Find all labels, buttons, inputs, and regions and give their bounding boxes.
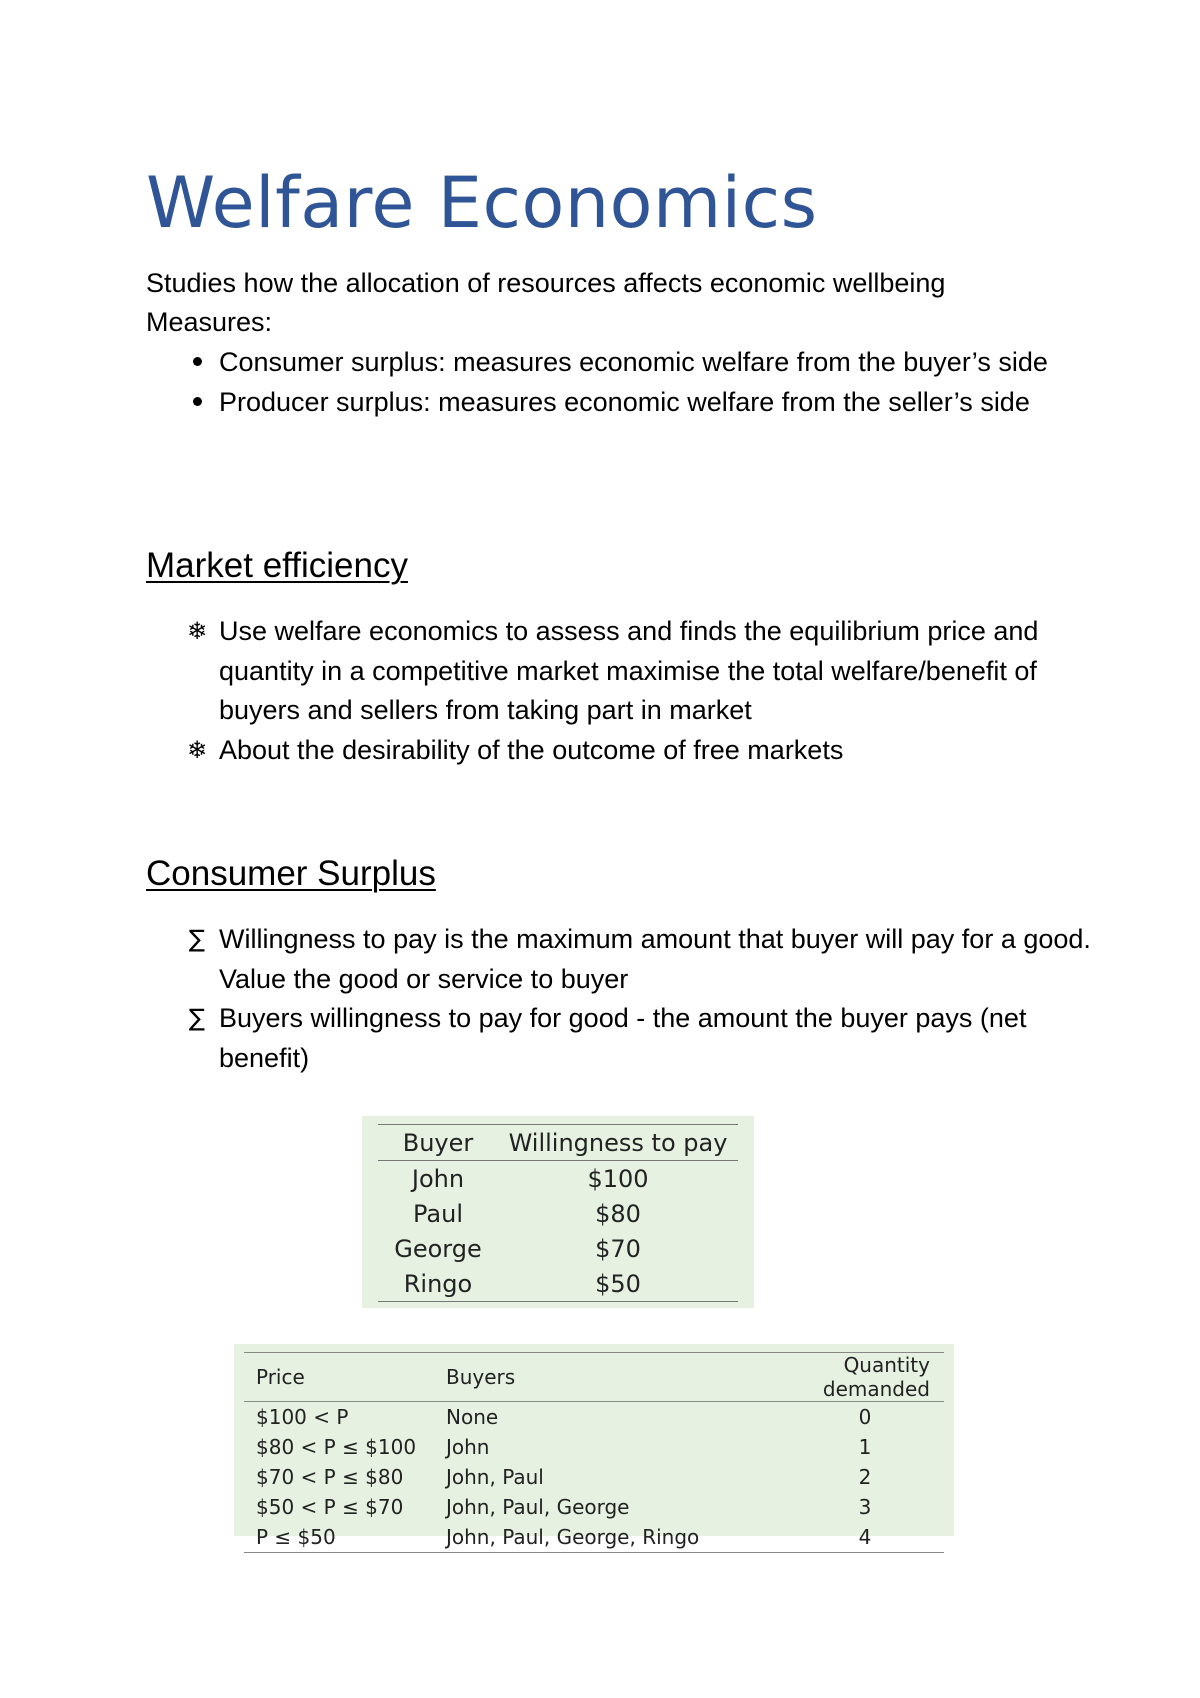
table-cell: None — [446, 1405, 499, 1429]
intro-text: Studies how the allocation of resources affects economic wellbeing — [146, 268, 946, 298]
column-header: Quantity demanded — [822, 1353, 930, 1401]
table-cell: $100 — [587, 1164, 649, 1193]
table-cell: John — [446, 1435, 490, 1459]
snowflake-icon: ❄ — [186, 735, 208, 764]
table-cell: Paul — [413, 1199, 463, 1228]
table-row — [378, 1231, 738, 1266]
table-cell: $80 — [595, 1199, 641, 1228]
measures-list — [146, 343, 1109, 422]
column-header: Willingness to pay — [508, 1128, 728, 1157]
table-cell: $50 < P ≤ $70 — [256, 1495, 404, 1519]
list-item — [146, 343, 1109, 383]
table-cell: Ringo — [403, 1269, 473, 1298]
table-cell: 2 — [858, 1465, 872, 1489]
table-row — [244, 1522, 944, 1553]
list-item-text: Buyers willingness to pay for good - the amount the buyer pays (net benefit) — [219, 1003, 1027, 1073]
table-row — [378, 1266, 738, 1302]
willingness-to-pay-table — [378, 1124, 738, 1302]
demand-schedule-table — [244, 1352, 944, 1553]
list-item-text: Producer surplus: measures economic welfare from the seller’s side — [219, 386, 1030, 417]
column-header: Buyers — [446, 1365, 516, 1389]
snowflake-icon: ❄ — [186, 617, 208, 645]
table-cell: John, Paul, George, Ringo — [446, 1525, 700, 1549]
bullet-dot-icon — [182, 383, 212, 423]
list-item-text: Use welfare economics to assess and finds the equilibrium price and quantity in a competitive market maximise the total welfare/benefit of buyers and sellers from taking part in market — [219, 616, 1039, 725]
list-item — [146, 731, 1109, 771]
column-header: Price — [256, 1365, 305, 1389]
table-header-row — [244, 1353, 944, 1402]
willingness-to-pay-table-image — [362, 1116, 754, 1308]
table-cell: $70 — [595, 1234, 641, 1263]
table-cell: George — [394, 1234, 482, 1263]
list-item — [146, 383, 1109, 423]
column-header: Buyer — [402, 1128, 474, 1157]
table-row — [378, 1161, 738, 1197]
page-title: Welfare Economics — [146, 162, 818, 244]
heading-market-efficiency: Market efficiency — [146, 546, 408, 585]
table-cell: 4 — [858, 1525, 872, 1549]
table-row — [244, 1492, 944, 1522]
table-cell: 3 — [858, 1495, 872, 1519]
list-item-text: Consumer surplus: measures economic welfare from the buyer’s side — [219, 347, 1048, 377]
table-cell: 0 — [858, 1405, 872, 1429]
demand-schedule-table-image — [234, 1344, 954, 1549]
table-cell: $100 < P — [256, 1405, 349, 1429]
bullet-dot-icon — [182, 343, 212, 383]
measures-label: Measures: — [146, 307, 273, 337]
table-cell: John, Paul — [446, 1465, 544, 1489]
list-item — [146, 612, 1109, 731]
consumer-surplus-list — [146, 920, 1109, 1078]
list-item-text: Willingness to pay is the maximum amount that buyer will pay for a good. Value the good or service to buyer — [219, 924, 1091, 994]
table-header-row — [378, 1125, 738, 1161]
list-item — [146, 999, 1109, 1078]
heading-consumer-surplus: Consumer Surplus — [146, 854, 436, 893]
table-cell: John, Paul, George — [446, 1495, 630, 1519]
list-item-text: About the desirability of the outcome of free markets — [219, 734, 844, 765]
sigma-icon: ∑ — [188, 1004, 206, 1032]
table-cell: 1 — [858, 1435, 872, 1459]
sigma-icon: ∑ — [188, 925, 206, 953]
table-cell: John — [411, 1164, 465, 1193]
list-item — [146, 920, 1109, 999]
table-row — [244, 1402, 944, 1433]
table-cell: $70 < P ≤ $80 — [256, 1465, 404, 1489]
table-row — [244, 1462, 944, 1492]
market-efficiency-list — [146, 612, 1109, 770]
table-cell: $80 < P ≤ $100 — [256, 1435, 417, 1459]
table-row — [378, 1196, 738, 1231]
table-cell: P ≤ $50 — [256, 1525, 336, 1549]
table-cell: $50 — [595, 1269, 641, 1298]
table-row — [244, 1432, 944, 1462]
